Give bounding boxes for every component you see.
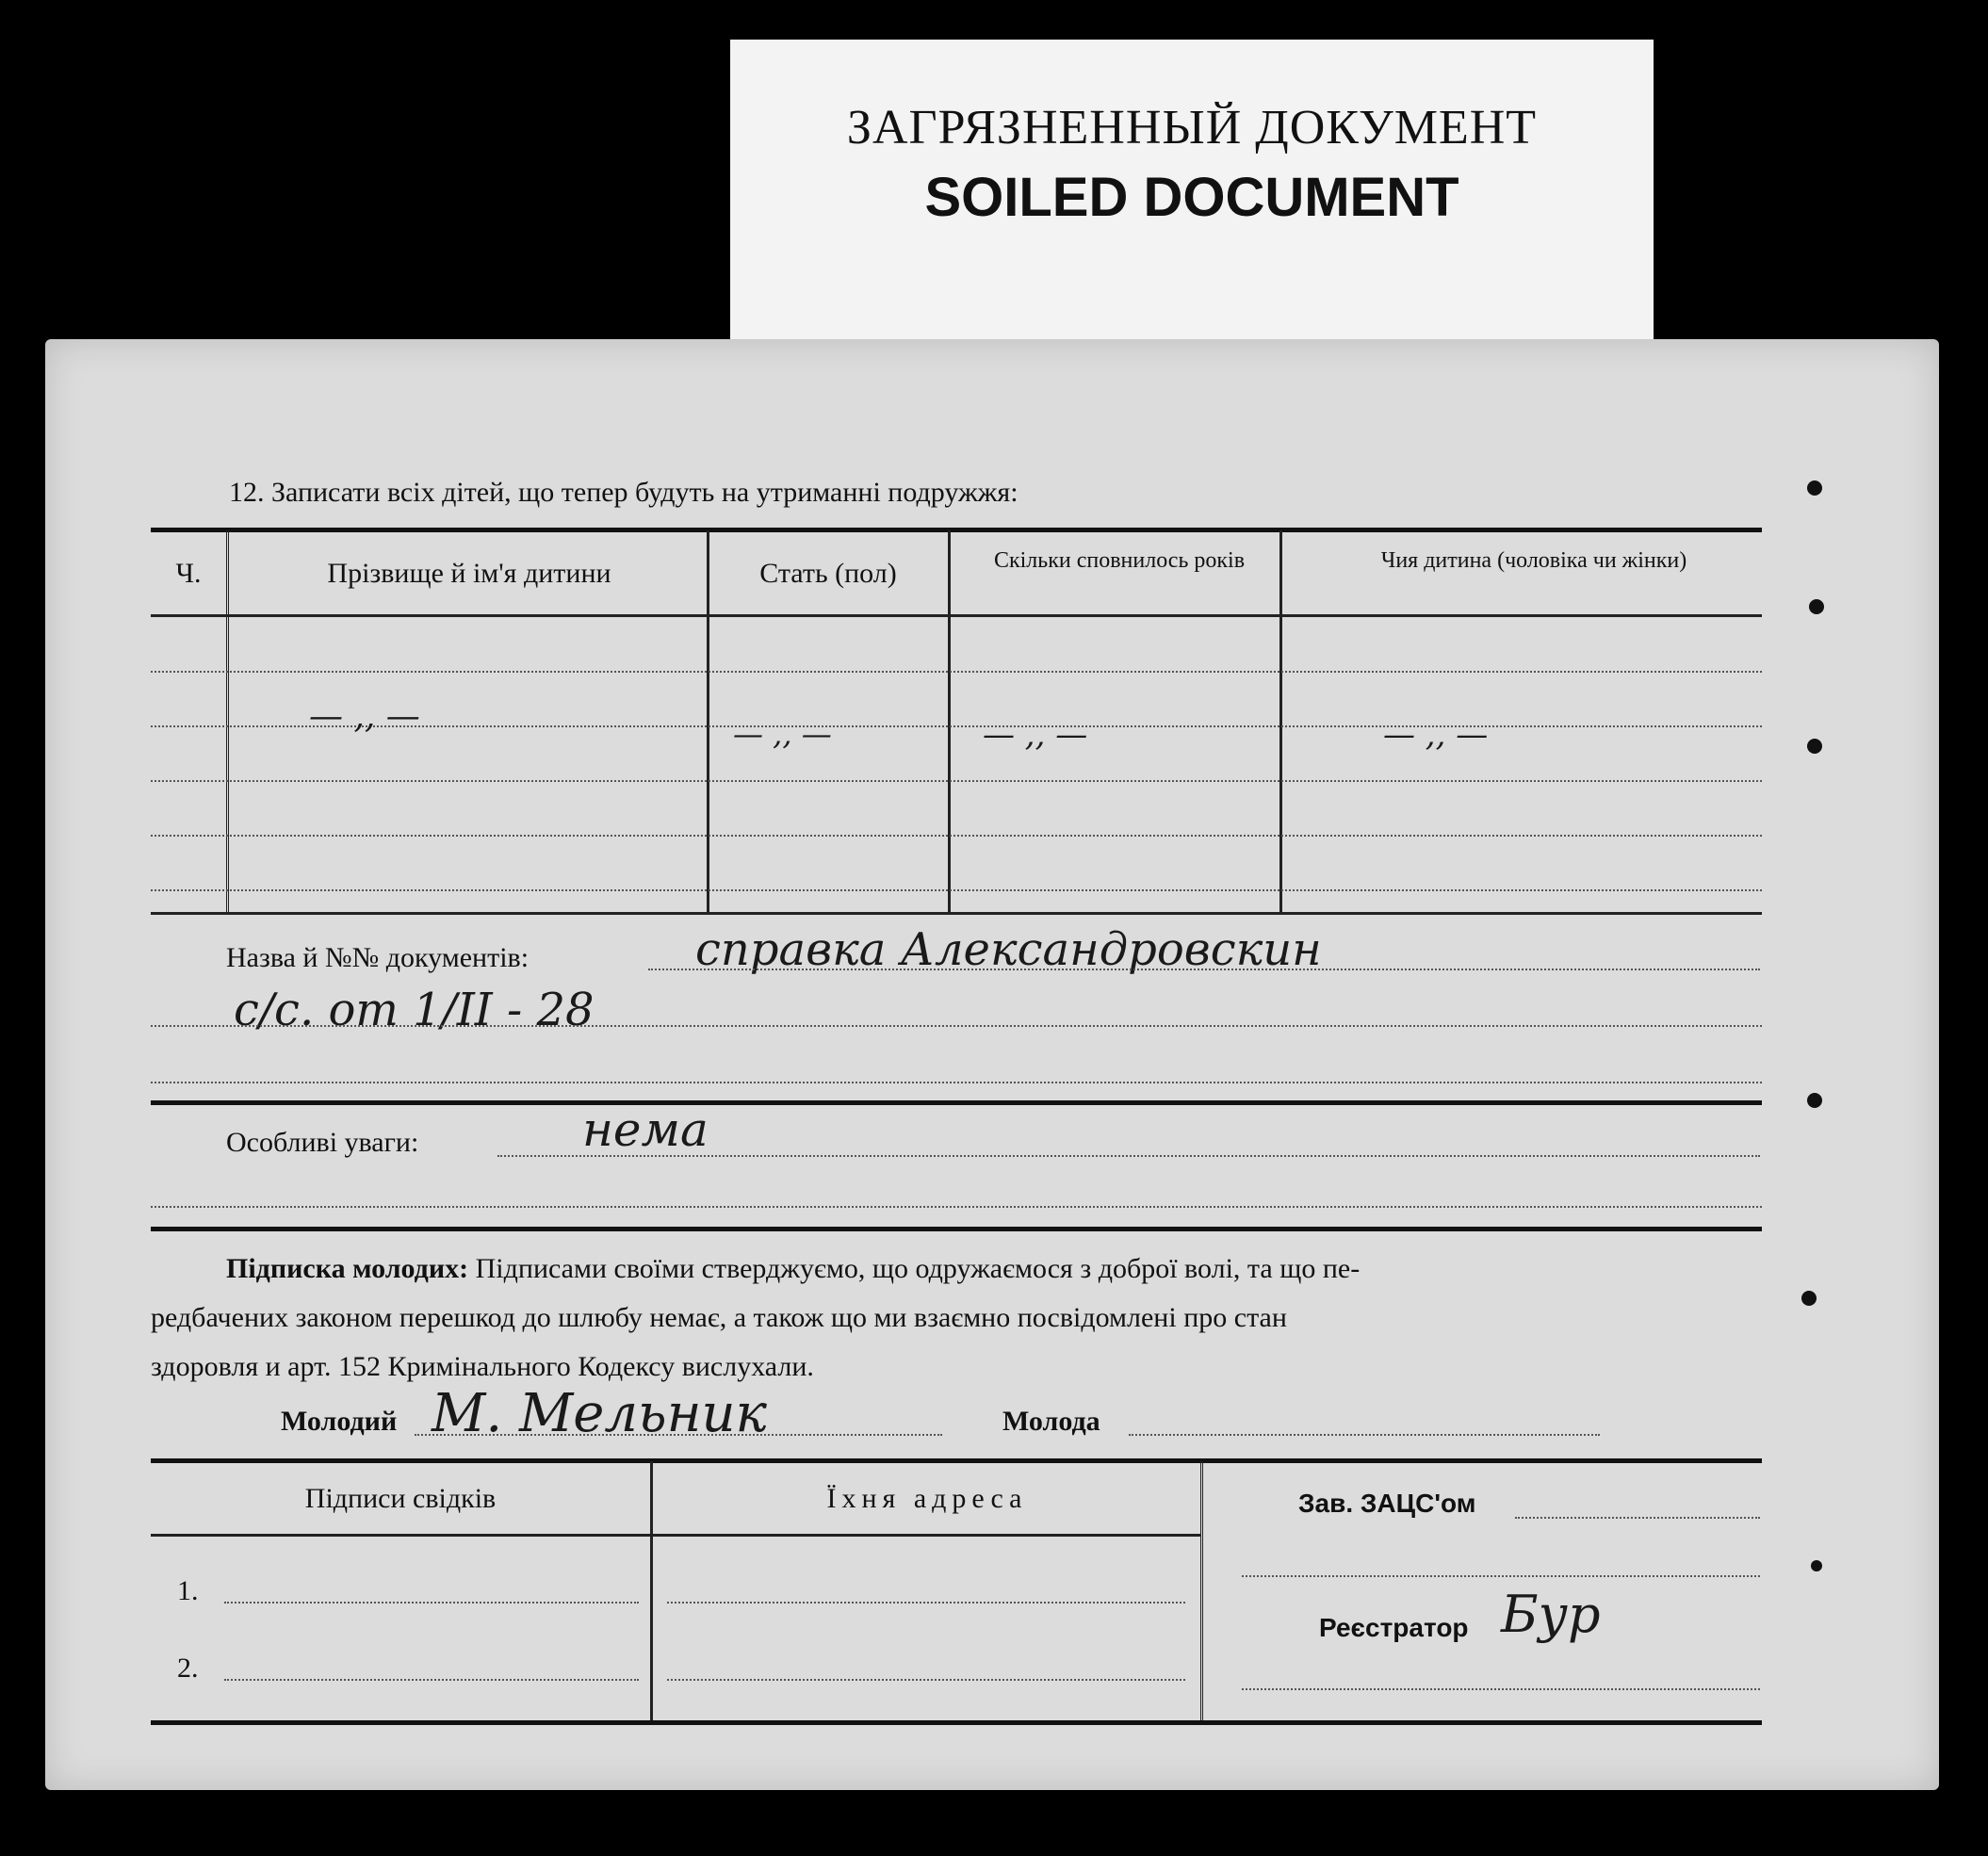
form-sheet [45, 339, 1939, 1790]
punch-hole [1807, 739, 1822, 754]
witness-1-address-line [667, 1602, 1185, 1604]
documents-line-1 [648, 969, 1760, 970]
remarks-label: Особливі уваги: [226, 1127, 419, 1158]
col-header-whose-child: Чия дитина (чоловіка чи жінки) [1380, 548, 1687, 573]
punch-hole [1807, 480, 1822, 496]
col-header-name: Прізвище й ім'я дитини [327, 558, 611, 589]
pledge-line-1 [226, 1253, 1360, 1285]
documents-bottom-rule [151, 1100, 1762, 1105]
documents-line-3 [151, 1082, 1762, 1083]
witness-2-address-line [667, 1679, 1185, 1681]
punch-hole [1801, 1291, 1817, 1306]
table-row-line [151, 889, 1762, 891]
witness-col-divider [650, 1461, 653, 1723]
witness-2-signature-line [224, 1679, 639, 1681]
bride-signature-line [1129, 1434, 1600, 1436]
pledge-line-2: редбачених законом перешкод до шлюбу немає, а також що ми взаємно посвідомлені про стан [151, 1302, 1287, 1333]
remarks-line-1 [497, 1155, 1760, 1157]
entry-age-ditto: — ,, — [983, 716, 1088, 754]
entry-sex-ditto: — ,, — [733, 716, 832, 752]
groom-signature-line [415, 1434, 942, 1436]
witness-header-rule [151, 1534, 1200, 1537]
col-header-number: Ч. [175, 558, 202, 589]
documents-line-2 [151, 1025, 1762, 1027]
punch-hole [1807, 1093, 1822, 1108]
registrar-label: Реєстратор [1319, 1613, 1469, 1642]
witness-table-bottom-rule [151, 1720, 1762, 1725]
pledge-line-3: здоровля и арт. 152 Кримінального Кодексу вислухали. [151, 1351, 814, 1382]
witness-1-signature-line [224, 1602, 639, 1604]
table-col-divider [1279, 530, 1282, 912]
table-header-rule [151, 614, 1762, 617]
witness-row-1-number: 1. [177, 1575, 199, 1606]
pledge-text-1: Підписами своїми стверджуємо, що одружаємося з доброї волі, та що пе- [475, 1253, 1361, 1284]
officials-col-divider [1200, 1461, 1207, 1723]
registrar-signature: Бур [1501, 1585, 1601, 1644]
punch-hole [1811, 1560, 1822, 1571]
documents-value-line2: с/с. от 1/II - 28 [234, 984, 595, 1036]
registrar-line [1242, 1688, 1760, 1690]
table-col-divider [226, 530, 233, 912]
groom-label: Молодий [281, 1406, 398, 1437]
remarks-value: нема [582, 1102, 709, 1157]
soiled-document-label [730, 40, 1654, 341]
zags-head-line [1515, 1517, 1760, 1519]
table-col-divider [948, 530, 951, 912]
table-bottom-rule [151, 912, 1762, 915]
section-12-title: 12. Записати всіх дітей, що тепер будуть на утриманні подружжя: [229, 477, 1018, 508]
witness-table-top-rule [151, 1458, 1762, 1463]
col-header-age: Скільки сповнилось років [993, 548, 1246, 573]
zags-head-label: Зав. ЗАЦС'ом [1298, 1489, 1476, 1518]
documents-value-line1: справка Александровскин [695, 923, 1322, 976]
remarks-bottom-rule [151, 1227, 1762, 1231]
label-english: SOILED DOCUMENT [924, 167, 1459, 228]
witness-signatures-header: Підписи свідків [304, 1483, 497, 1514]
table-row-line [151, 780, 1762, 782]
punch-hole [1809, 599, 1824, 614]
label-russian: ЗАГРЯЗНЕННЫЙ ДОКУМЕНТ [846, 101, 1538, 155]
table-row-line [151, 835, 1762, 837]
documents-label: Назва й №№ документів: [226, 942, 530, 973]
bride-label: Молода [1002, 1406, 1100, 1437]
remarks-line-2 [151, 1206, 1762, 1208]
table-row-line [151, 671, 1762, 673]
witness-address-header: Їхня адреса [826, 1483, 1028, 1514]
pledge-heading: Підписка молодих: [226, 1253, 469, 1284]
table-top-rule [151, 528, 1762, 532]
table-col-divider [707, 530, 709, 912]
witness-row-2-number: 2. [177, 1652, 199, 1684]
entry-whose-ditto: — ,, — [1383, 716, 1489, 754]
groom-signature: М. Мельник [432, 1383, 767, 1444]
zags-head-line-2 [1242, 1575, 1760, 1577]
col-header-sex: Стать (пол) [759, 558, 897, 589]
entry-name-ditto: — ,, — [309, 697, 420, 736]
